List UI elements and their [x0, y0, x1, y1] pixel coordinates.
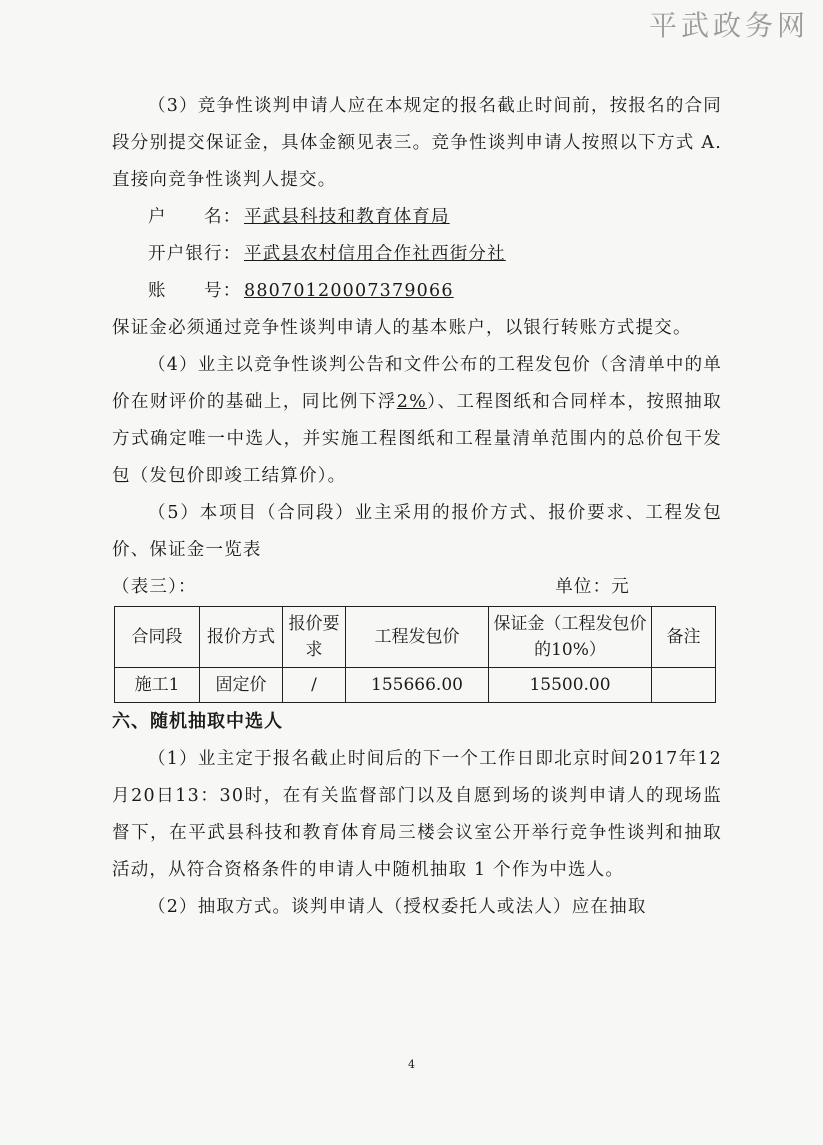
paragraph-4-percent: 2%	[396, 392, 427, 412]
paragraph-4-after: ）、工程图纸和合同样本，按照抽取方式确定唯一中选人，并实施工程图纸和工程量清单范围内的总价包干发包（发包价即竣工结算价）。	[112, 392, 722, 486]
header-contract-price: 工程发包价	[346, 607, 489, 668]
header-remarks: 备注	[652, 607, 716, 668]
section-6-paragraph-1: （1）业主定于报名截止时间后的下一个工作日即北京时间2017年12月20日13：30时，在有关监督部门以及自愿到场的谈判申请人的现场监督下，在平武县科技和教育体育局三楼会议室公开举行竞争性谈判和抽取活动，从符合资格条件的申请人中随机抽取 1 个作为中选人。	[112, 749, 722, 880]
account-bank-label: 开户银行：	[148, 244, 242, 264]
cell-contract-section: 施工1	[115, 668, 200, 703]
table-row	[115, 668, 716, 703]
account-bank-value: 平武县农村信用合作社西街分社	[244, 244, 506, 264]
paragraph-4-before: （4）业主以竞争性谈判公告和文件公布的工程发包价（含清单中的单价在财评价的基础上，同比例下浮	[112, 355, 722, 412]
account-name-row	[112, 199, 722, 236]
table-header-row	[115, 607, 716, 668]
table-caption-row	[112, 569, 722, 606]
table-unit: 单位：元	[555, 577, 630, 597]
deposit-note: 保证金必须通过竞争性谈判申请人的基本账户，以银行转账方式提交。	[112, 318, 692, 338]
header-quote-method: 报价方式	[200, 607, 283, 668]
account-name-label: 户 名：	[148, 207, 242, 227]
account-number-value: 88070120007379066	[244, 281, 454, 301]
price-table	[114, 606, 716, 703]
header-contract-section: 合同段	[115, 607, 200, 668]
paragraph-3: （3）竞争性谈判申请人应在本规定的报名截止时间前，按报名的合同段分别提交保证金，具体金额见表三。竞争性谈判申请人按照以下方式 A. 直接向竞争性谈判人提交。	[112, 96, 722, 190]
account-name-value: 平武县科技和教育体育局	[244, 207, 450, 227]
watermark: 平武政务网	[648, 9, 809, 42]
header-deposit: 保证金（工程发包价的10%）	[489, 607, 652, 668]
account-number-row	[112, 273, 722, 310]
account-bank-row	[112, 236, 722, 273]
account-number-label: 账 号：	[148, 281, 242, 301]
cell-contract-price: 155666.00	[346, 668, 489, 703]
cell-quote-method: 固定价	[200, 668, 283, 703]
section-6-paragraph-2: （2）抽取方式。谈判申请人（授权委托人或法人）应在抽取	[148, 897, 647, 917]
cell-deposit: 15500.00	[489, 668, 652, 703]
document-page	[112, 88, 722, 926]
header-quote-requirement: 报价要求	[283, 607, 346, 668]
paragraph-5: （5）本项目（合同段）业主采用的报价方式、报价要求、工程发包价、保证金一览表	[112, 503, 722, 560]
section-6-title: 六、随机抽取中选人	[112, 711, 283, 732]
page-number: 4	[408, 1058, 415, 1071]
paragraph-4	[112, 347, 722, 495]
cell-remarks	[652, 668, 716, 703]
cell-quote-requirement: /	[283, 668, 346, 703]
table-caption: （表三）：	[112, 577, 197, 597]
